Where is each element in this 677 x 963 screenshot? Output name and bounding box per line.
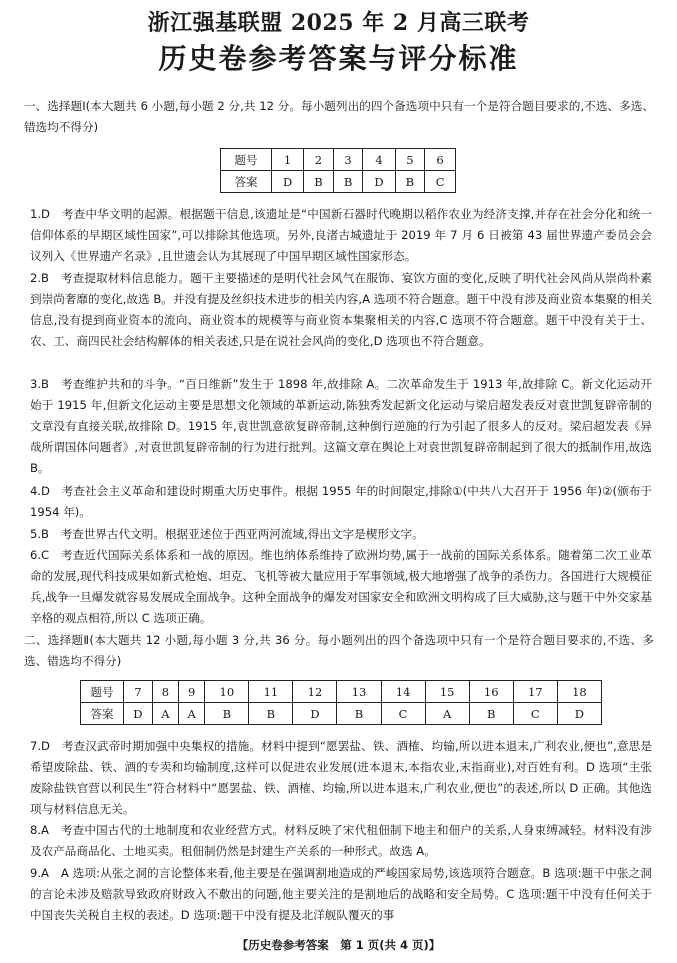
document-subtitle: 历史卷参考答案与评分标准 <box>158 42 519 75</box>
table-cell: B <box>205 703 249 725</box>
table-cell: C <box>425 171 456 193</box>
answer-item-9: 9.A A 选项:从张之洞的言论整体来看,他主要是在强调割地造成的严峻国家局势,该选项符合题意。B 选项:题干中张之洞的言论未涉及赔款导致政府财政入不敷出的问题,他主要关注的是割地后的战略和安全局势。C 选项:题干中没有任何关于中国丧失关税自主权的表述。D 选项:题干中没有提及北洋舰队覆灭的事 <box>30 866 652 923</box>
section1-answer-table <box>220 148 456 193</box>
section2-heading: 二、选择题Ⅱ(本大题共 12 小题,每小题 3 分,共 36 分。每小题列出的四个备选项中只有一个是符合题目要求的,不选、多选、错选均不得分) <box>24 633 654 669</box>
table-cell: D <box>124 703 153 725</box>
table-cell: 14 <box>381 681 425 703</box>
table-row <box>221 149 456 171</box>
answer-item-7: 7.D 考查汉武帝时期加强中央集权的措施。材料中提到“愿罢盐、铁、酒榷、均输,所以进本退末,广利农业,便也”,意思是希望废除盐、铁、酒的专卖和均输制度,这样可以促进农业发展(进本退末,本指农业,末指商业),对百姓有利。D 选项“主张废除盐铁官营以利民生”符合材料中“愿罢盐、铁、酒榷、均输,所以进本退末,广利农业,便也”的表述,所以 D 正确。其他选项与材料信息无关。 <box>30 739 652 817</box>
section1-heading: 一、选择题Ⅰ(本大题共 6 小题,每小题 2 分,共 12 分。每小题列出的四个备选项中只有一个是符合题目要求的,不选、多选、错选均不得分) <box>24 99 654 135</box>
table-cell: D <box>272 171 304 193</box>
table-cell: B <box>395 171 425 193</box>
table-cell: 2 <box>304 149 334 171</box>
answer-item-6: 6.C 考查近代国际关系体系和一战的原因。维也纳体系维持了欧洲均势,属于一战前的国际关系体系。随着第二次工业革命的发展,现代科技成果如新式枪炮、坦克、飞机等被大量应用于军事领域,极大地增强了战争的杀伤力。各国进行大规模征兵,战争一旦爆发就容易发展成全面战争。这种全面战争的爆发对国家安全和欧洲文明构成了巨大威胁,这与题干中外交家基辛格的观点相符,所以 C 选项正确。 <box>30 548 652 626</box>
table-cell: 1 <box>272 149 304 171</box>
table-cell: 5 <box>395 149 425 171</box>
page-footer: 【历史卷参考答案 第 1 页(共 4 页)】 <box>236 938 441 952</box>
table-cell: 10 <box>205 681 249 703</box>
table-cell: 17 <box>513 681 557 703</box>
document-title: 浙江强基联盟 2025 年 2 月高三联考 <box>147 10 530 36</box>
table-cell: 11 <box>249 681 293 703</box>
answer-item-8: 8.A 考查中国古代的土地制度和农业经营方式。材料反映了宋代租佃制下地主和佃户的关系,人身束缚减轻。材料没有涉及农产品商品化、土地买卖。租佃制仍然是封建生产关系的一种形式。故选 A。 <box>30 823 652 859</box>
table-row <box>221 171 456 193</box>
table-cell: B <box>333 171 363 193</box>
table-cell: 16 <box>469 681 513 703</box>
table-cell: 4 <box>363 149 395 171</box>
table-cell: 12 <box>293 681 337 703</box>
answer-item-2: 2.B 考查提取材料信息能力。题干主要描述的是明代社会风气在服饰、宴饮方面的变化,反映了明代社会风尚从崇尚朴素到崇尚奢靡的变化,故选 B。并没有提及丝织技术进步的相关内容,A 选项不符合题意。题干中没有涉及商业资本集聚的相关信息,没有提到商业资本的流向、商业资本的规模等与商业资本集聚相关的内容,C 选项不符合题意。题干中没有关于士、农、工、商四民社会结构解体的相关表述,只是在说社会风尚的变化,D 选项也不符合题意。 <box>30 271 652 349</box>
table-cell: 8 <box>152 681 178 703</box>
table-cell: C <box>513 703 557 725</box>
table-cell: 13 <box>337 681 381 703</box>
answer-item-3: 3.B 考查维护共和的斗争。“百日维新”发生于 1898 年,故排除 A。二次革命发生于 1913 年,故排除 C。新文化运动开始于 1915 年,但新文化运动主要是思想文化领域的革新运动,陈独秀发起新文化运动与梁启超发表反对袁世凯复辟帝制的文章没有直接关联,故排除 D。1915 年,袁世凯意欲复辟帝制,这种倒行逆施的行为引起了很多人的反对。梁启超发表《异哉所谓国体问题者》,对袁世凯复辟帝制的行为进行批判。这篇文章在舆论上对袁世凯复辟帝制起到了很大的抵制作用,故选 B。 <box>30 377 652 476</box>
answer-item-1: 1.D 考查中华文明的起源。根据题干信息,该遗址是“中国新石器时代晚期以稻作农业为经济支撑,并存在社会分化和统一信仰体系的早期区域性国家”,可以排除其他选项。另外,良渚古城遗址于 2019 年 7 月 6 日被第 43 届世界遗产委员会会议列入《世界遗产名录》,且世遗会认为其展现了中国早期区域性国家形态。 <box>30 207 652 264</box>
table-cell: A <box>152 703 178 725</box>
table-label-number: 题号 <box>221 149 272 171</box>
table-row <box>81 703 602 725</box>
table-cell: D <box>557 703 601 725</box>
table-cell: 7 <box>124 681 153 703</box>
table-cell: D <box>293 703 337 725</box>
table-cell: C <box>381 703 425 725</box>
table-cell: B <box>337 703 381 725</box>
table-cell: 15 <box>425 681 469 703</box>
answer-item-4: 4.D 考查社会主义革命和建设时期重大历史事件。根据 1955 年的时间限定,排除①(中共八大召开于 1956 年)②(颁布于 1954 年)。 <box>30 484 652 520</box>
table-row <box>81 681 602 703</box>
answer-item-5: 5.B 考查世界古代文明。根据亚述位于西亚两河流域,得出文字是楔形文字。 <box>30 527 424 541</box>
table-cell: 6 <box>425 149 456 171</box>
section2-answer-table <box>80 680 602 725</box>
table-cell: A <box>425 703 469 725</box>
table-cell: B <box>249 703 293 725</box>
table-label-number: 题号 <box>81 681 124 703</box>
table-cell: B <box>304 171 334 193</box>
table-cell: 3 <box>333 149 363 171</box>
table-cell: B <box>469 703 513 725</box>
table-label-answer: 答案 <box>81 703 124 725</box>
table-cell: D <box>363 171 395 193</box>
table-cell: 9 <box>179 681 205 703</box>
table-cell: A <box>179 703 205 725</box>
table-cell: 18 <box>557 681 601 703</box>
table-label-answer: 答案 <box>221 171 272 193</box>
